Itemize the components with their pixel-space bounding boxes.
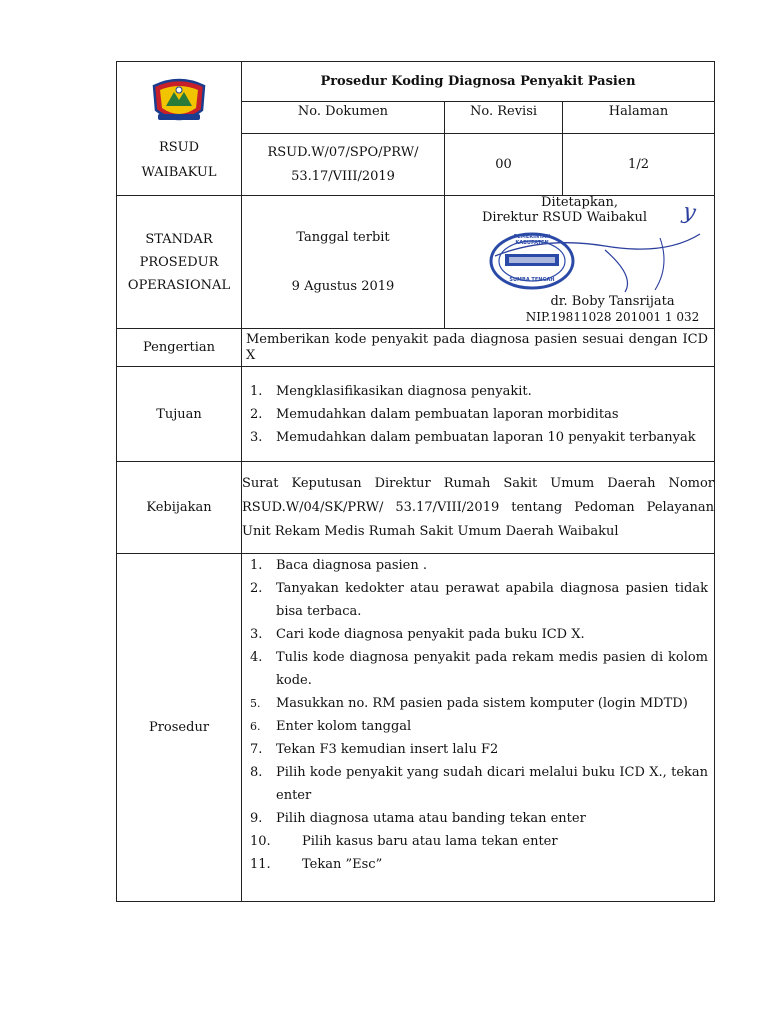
approved-label: Ditetapkan,	[541, 195, 618, 210]
approver-nip: NIP.19811028 201001 1 032	[525, 310, 700, 324]
prosedur-label: Prosedur	[117, 554, 242, 902]
kebijakan-text: Surat Keputusan Direktur Rumah Sakit Umum Daerah Nomor RSUD.W/04/SK/PRW/ 53.17/VIII/2019 tentang Pedoman Pelayanan Unit Rekam Medis Rumah Sakit Umum Daerah Waibakul	[242, 462, 715, 554]
approver-name: dr. Boby Tansrijata	[550, 294, 675, 309]
hospital-name-line1: RSUD	[158, 140, 200, 155]
revision-value: 00	[445, 134, 563, 196]
approval-cell	[445, 196, 715, 329]
hospital-name-line2: WAIBAKUL	[141, 165, 217, 180]
list-item: 1. Mengklasifikasikan diagnosa penyakit.	[250, 383, 532, 399]
sop-document-table	[116, 61, 715, 902]
prosedur-cell	[242, 554, 715, 902]
list-item: 4. Tulis kode diagnosa penyakit pada rekam medis pasien di kolom kode.	[250, 650, 709, 688]
page-label: Halaman	[563, 102, 715, 134]
sop-label-cell	[117, 196, 242, 329]
list-item: 2. Memudahkan dalam pembuatan laporan morbiditas	[250, 406, 619, 422]
sop-label-line1: STANDAR	[145, 231, 213, 247]
tujuan-label: Tujuan	[117, 367, 242, 462]
stamp-top-text: PEMERINTAH KABUPATEN	[513, 234, 551, 246]
signature-mark: y	[680, 199, 698, 226]
page-value: 1/2	[563, 134, 715, 196]
prosedur-list	[250, 554, 708, 876]
list-item: 7. Tekan F3 kemudian insert lalu F2	[250, 742, 499, 757]
approver-title: Direktur RSUD Waibakul	[481, 210, 648, 225]
list-item: 5. Masukkan no. RM pasien pada sistem komputer (login MDTD)	[250, 696, 688, 711]
list-item: 3. Memudahkan dalam pembuatan laporan 10 penyakit terbanyak	[250, 429, 696, 445]
doc-number-line1: RSUD.W/07/SPO/PRW/	[267, 144, 419, 160]
sop-label-line3: OPERASIONAL	[127, 277, 231, 293]
list-item: 9. Pilih diagnosa utama atau banding tekan enter	[250, 811, 586, 826]
revision-label: No. Revisi	[445, 102, 563, 134]
stamp-bottom-text: SUMBA TENGAH	[509, 277, 555, 283]
hospital-cell	[117, 62, 242, 196]
doc-number-label: No. Dokumen	[242, 102, 445, 134]
list-item: 3. Cari kode diagnosa penyakit pada buku ICD X.	[250, 627, 585, 642]
pengertian-label: Pengertian	[117, 329, 242, 367]
issue-date-cell	[242, 196, 445, 329]
sop-label-line2: PROSEDUR	[139, 254, 219, 270]
tujuan-cell	[242, 367, 715, 462]
pengertian-text: Memberikan kode penyakit pada diagnosa pasien sesuai dengan ICD X	[242, 329, 715, 367]
regency-logo	[148, 76, 210, 126]
list-item: 2. Tanyakan kedokter atau perawat apabila diagnosa pasien tidak bisa terbaca.	[250, 581, 709, 619]
issue-date-label: Tanggal terbit	[296, 230, 390, 245]
doc-number-value	[242, 134, 445, 196]
list-item: 6. Enter kolom tanggal	[250, 719, 412, 734]
document-title: Prosedur Koding Diagnosa Penyakit Pasien	[242, 62, 715, 102]
doc-number-line2: 53.17/VIII/2019	[291, 168, 395, 184]
list-item: 8. Pilih kode penyakit yang sudah dicari melalui buku ICD X., tekan enter	[250, 765, 709, 803]
list-item: 11. Tekan ”Esc”	[250, 857, 383, 872]
tujuan-list	[250, 380, 708, 449]
official-stamp	[489, 232, 575, 290]
list-item: 10. Pilih kasus baru atau lama tekan enter	[250, 834, 558, 849]
issue-date-value: 9 Agustus 2019	[291, 279, 395, 294]
kebijakan-label: Kebijakan	[117, 462, 242, 554]
list-item: 1. Baca diagnosa pasien .	[250, 558, 428, 573]
